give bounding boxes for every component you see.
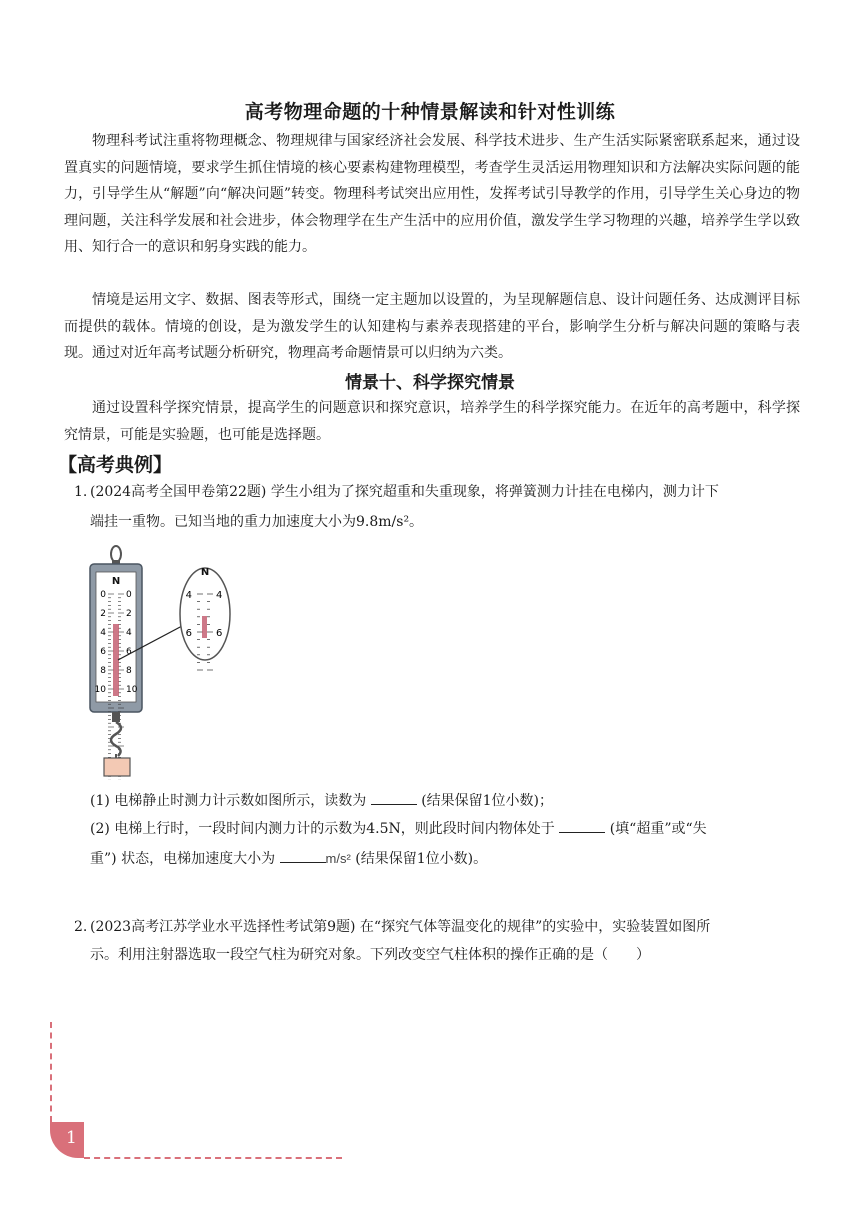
scale-label-right: 8 xyxy=(126,666,132,676)
question-1-stem-line1: (2024高考全国甲卷第22题) 学生小组为了探究超重和失重现象，将弹簧测力计挂在电梯内，测力计下 xyxy=(90,484,719,500)
hanging-weight xyxy=(104,758,130,776)
question-2-stem-line2: 示。利用注射器选取一段空气柱为研究对象。下列改变空气柱体积的操作正确的是（ ） xyxy=(90,947,650,963)
question-1-part-2 xyxy=(90,815,707,843)
part-1-text: (1) 电梯静止时测力计示数如图所示，读数为 xyxy=(90,793,367,809)
answer-blank-1[interactable] xyxy=(371,790,417,805)
scale-label-right: 4 xyxy=(126,628,132,638)
answer-blank-3[interactable] xyxy=(280,848,326,863)
top-ring-icon xyxy=(111,546,121,562)
zoom-label-left: 6 xyxy=(185,628,192,639)
scale-label-right: 10 xyxy=(126,685,138,695)
zoom-label-right: 4 xyxy=(216,590,223,601)
section-subtitle: 情景十、科学探究情景 xyxy=(345,373,515,393)
question-2-number: 2. xyxy=(74,919,88,935)
page-border-vertical xyxy=(50,1022,52,1122)
scale-label-left: 10 xyxy=(94,685,106,695)
scale-label-left: 8 xyxy=(100,666,106,676)
scale-label-left: 0 xyxy=(100,590,106,600)
zoom-label-right: 6 xyxy=(216,628,223,639)
section-heading: 【高考典例】 xyxy=(58,454,173,476)
scale-label-left: 4 xyxy=(100,628,106,638)
page-border-horizontal xyxy=(84,1157,342,1159)
page-title: 高考物理命题的十种情景解读和针对性训练 xyxy=(244,101,616,123)
question-1-part-2-cont xyxy=(90,845,487,873)
question-1-part-1 xyxy=(90,787,553,815)
scale-unit-label: N xyxy=(111,576,121,587)
intro-paragraph-1: 物理科考试注重将物理概念、物理规律与国家经济社会发展、科学技术进步、生产生活实际紧密联系起来，通过设置真实的问题情境，要求学生抓住情境的核心要素构建物理模型，考查学生灵活运用物理知识和方法解决实际问题的能力，引导学生从“解题”向“解决问题”转变。物理科考试突出应用性，发挥考试引导教学的作用，引导学生关心身边的物理问题，关注科学发展和社会进步，体会物理学在生产生活中的应用价值，激发学生学习物理的兴趣，培养学生学以致用、知行合一的意识和躬身实践的能力。 xyxy=(64,133,800,255)
intro-paragraph-2: 情境是运用文字、数据、图表等形式，围绕一定主题加以设置的，为呈现解题信息、设计问题任务、达成测评目标而提供的载体。情境的创设，是为激发学生的认知建构与素养表现搭建的平台，影响学生分析与解决问题的策略与表现。通过对近年高考试题分析研究，物理高考命题情景可以归纳为六类。 xyxy=(64,292,800,361)
page-number-badge xyxy=(50,1122,84,1158)
subsection-intro: 通过设置科学探究情景，提高学生的问题意识和探究意识，培养学生的科学探究能力。在近年的高考题中，科学探究情景，可能是实验题，也可能是选择题。 xyxy=(64,400,800,443)
acceleration-unit: m/s² xyxy=(325,851,351,866)
part-2-choice: (填“超重”或“失 xyxy=(609,821,707,837)
question-1-number: 1. xyxy=(74,484,88,500)
scale-label-left: 6 xyxy=(100,647,106,657)
zoom-unit-label: N xyxy=(200,567,210,578)
part-2-note: (结果保留1位小数)。 xyxy=(355,851,488,867)
part-1-note: (结果保留1位小数)； xyxy=(421,793,554,809)
question-2-stem-line1: (2023高考江苏学业水平选择性考试第9题) 在“探究气体等温变化的规律”的实验中，实验装置如图所 xyxy=(90,919,711,935)
zoom-detail xyxy=(180,568,230,660)
answer-blank-2[interactable] xyxy=(559,818,605,833)
question-1-stem-line2: 端挂一重物。已知当地的重力加速度大小为9.8m/s²。 xyxy=(90,514,424,530)
scale-label-right: 6 xyxy=(126,647,132,657)
scale-label-left: 2 xyxy=(100,609,106,619)
page-number: 1 xyxy=(66,1128,77,1148)
zoom-label-left: 4 xyxy=(185,590,192,601)
zoom-spring-indicator xyxy=(202,616,207,638)
part-2-text-cont: 重”) 状态，电梯加速度大小为 xyxy=(90,851,276,867)
scale-label-right: 2 xyxy=(126,609,132,619)
part-2-text: (2) 电梯上行时，一段时间内测力计的示数为4.5N，则此段时间内物体处于 xyxy=(90,821,555,837)
spring-scale-figure xyxy=(84,542,254,780)
scale-label-right: 0 xyxy=(126,590,132,600)
